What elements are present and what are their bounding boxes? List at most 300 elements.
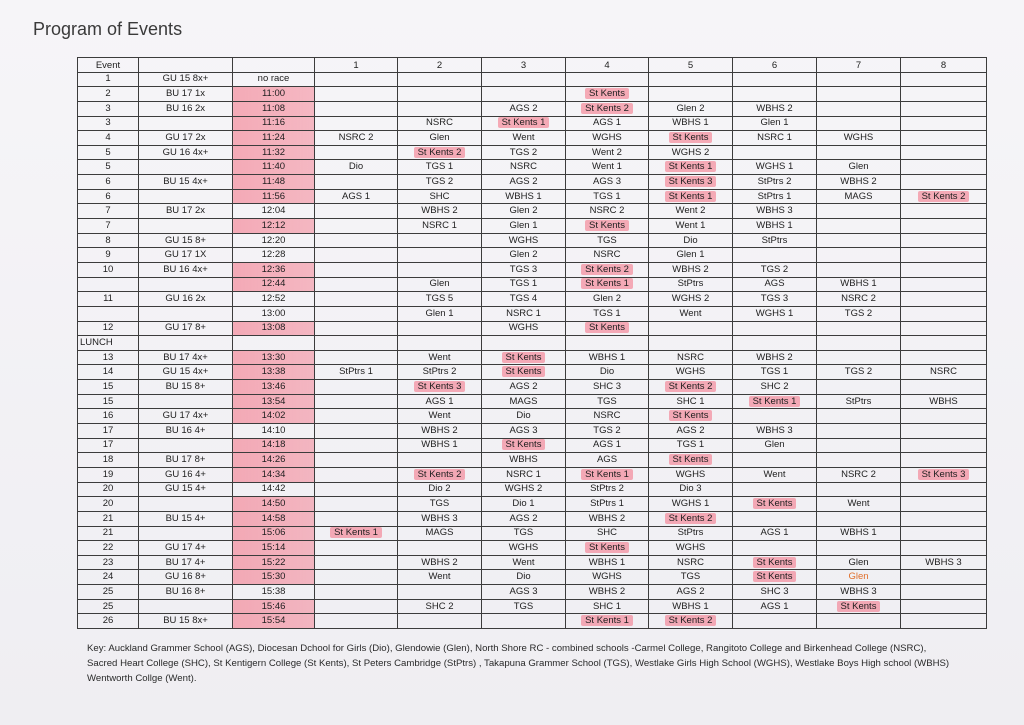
table-row [78,233,987,248]
lane-cell [398,555,482,570]
lane-cell [649,365,733,380]
table-row [78,101,987,116]
cell-text: 5 [105,161,111,173]
cell-text: BU 15 8x+ [163,615,208,627]
race-name-cell [139,453,233,468]
event-number-cell [78,277,139,292]
cell-text: 23 [102,556,114,568]
lane-cell [398,292,482,307]
cell-text: AGS 2 [509,380,538,392]
race-time-cell [233,350,315,365]
lane-cell [315,467,398,482]
lane-cell [482,101,566,116]
lane-cell [398,497,482,512]
lane-cell [733,336,817,351]
cell-text: Went 1 [592,161,622,173]
event-number-cell [78,336,139,351]
cell-text: 6 [105,190,111,202]
lane-cell [482,614,566,629]
cell-text: 14:26 [261,454,286,466]
lane-cell [817,482,901,497]
event-number-cell [78,555,139,570]
cell-text: TGS [597,234,617,246]
cell-text: 26 [102,615,114,627]
race-time-cell [233,570,315,585]
table-row [78,380,987,395]
cell-text: 12:36 [261,263,286,275]
race-name-cell [139,614,233,629]
race-time-cell [233,189,315,204]
race-name-cell [139,380,233,395]
cell-text: 11:32 [261,146,286,158]
key-line-3: Wentworth Collge (Went). [87,673,197,684]
table-header-cell: 1 [315,58,398,73]
table-row [78,219,987,234]
lane-cell [315,453,398,468]
cell-text: WBHS 1 [840,278,877,290]
event-number-cell [78,541,139,556]
event-number-cell [78,424,139,439]
lane-cell [482,145,566,160]
lane-cell [901,87,987,102]
lane-cell [398,526,482,541]
cell-text: NSRC [426,117,453,129]
lane-cell [566,497,649,512]
cell-text: 12 [102,322,114,334]
lane-cell [649,482,733,497]
cell-text: Dio [599,366,615,378]
lane-cell [315,555,398,570]
table-header-cell: 8 [901,58,987,73]
lane-cell [649,599,733,614]
cell-text: St Kents [585,322,629,333]
lane-cell [315,321,398,336]
cell-text: 8 [105,234,111,246]
lane-cell [817,131,901,146]
cell-text: St Kents [669,132,713,143]
lane-cell [649,614,733,629]
lane-cell [566,585,649,600]
lane-cell [566,145,649,160]
lane-cell [482,555,566,570]
cell-text: 14:18 [261,439,286,451]
event-number-cell [78,453,139,468]
cell-text: SHC 3 [593,380,621,392]
cell-text: St Kents [585,220,629,231]
table-row [78,394,987,409]
lane-cell [566,511,649,526]
cell-text: NSRC [593,249,621,261]
race-name-cell [139,511,233,526]
cell-text: Glen [764,439,785,451]
race-name-cell [139,145,233,160]
cell-text: 15:46 [261,600,286,612]
cell-text: Went [679,307,702,319]
lane-cell [817,541,901,556]
cell-text: WBHS 1 [421,439,458,451]
lane-cell [398,72,482,87]
lane-cell [733,526,817,541]
table-row [78,409,987,424]
cell-text: TGS 4 [509,293,538,305]
table-row [78,72,987,87]
cell-text: SHC 2 [425,600,454,612]
race-time-cell [233,585,315,600]
cell-text: BU 15 4+ [165,512,206,524]
lane-cell [733,233,817,248]
lane-cell [733,292,817,307]
cell-text: TGS 2 [760,263,789,275]
race-time-cell [233,321,315,336]
lane-cell [482,87,566,102]
race-time-cell [233,204,315,219]
cell-text: 7 [105,219,111,231]
cell-text: TGS 2 [844,307,873,319]
cell-text: Glen 2 [593,293,621,305]
cell-text: GU 17 4+ [165,541,206,553]
lane-cell [398,277,482,292]
lane-cell [315,599,398,614]
cell-text: 11:00 [261,88,286,100]
lane-cell [733,350,817,365]
cell-text: St Kents 1 [498,117,550,128]
lane-cell [733,555,817,570]
race-time-cell [233,467,315,482]
lane-cell [482,277,566,292]
lane-cell [817,526,901,541]
cell-text: BU 17 1x [165,88,206,100]
cell-text: BU 16 4+ [165,424,206,436]
lane-cell [398,541,482,556]
cell-text: StPtrs [845,395,872,407]
cell-text: St Kents 2 [414,147,466,158]
race-time-cell [233,424,315,439]
lane-cell [315,350,398,365]
lane-cell [817,160,901,175]
lane-cell [482,599,566,614]
lane-cell [482,467,566,482]
event-number-cell [78,219,139,234]
cell-text: 13:38 [261,366,286,378]
cell-text: WBHS 1 [756,219,793,231]
cell-text: WBHS 1 [588,351,626,363]
event-number-cell [78,175,139,190]
race-time-cell [233,175,315,190]
lane-cell [649,570,733,585]
lane-cell [901,262,987,277]
cell-text: TGS 1 [760,366,789,378]
cell-text: 14:10 [261,424,286,436]
cell-text: St Kents [753,498,797,509]
race-name-cell [139,101,233,116]
cell-text: TGS 3 [760,293,789,305]
race-time-cell [233,336,315,351]
cell-text: St Kents 1 [665,191,717,202]
race-name-cell [139,131,233,146]
cell-text: Glen [848,556,869,568]
table-row [78,336,987,351]
lane-cell [398,145,482,160]
race-name-cell [139,438,233,453]
race-name-cell [139,482,233,497]
event-number-cell [78,248,139,263]
race-time-cell [233,87,315,102]
lane-cell [482,541,566,556]
table-row [78,526,987,541]
lane-cell [482,482,566,497]
cell-text: 11:40 [261,161,286,173]
lane-cell [733,204,817,219]
table-row [78,511,987,526]
cell-text: St Kents 2 [581,103,633,114]
cell-text: 7 [105,205,111,217]
lane-cell [901,482,987,497]
key-line-2: Sacred Heart College (SHC), St Kentigern College (St Kents), St Peters Cambridge (StPtrs) , Takapuna Grammer School (TGS), Westlake Girls High School (WGHS), Westlake Boys High school (WBHS) [87,658,950,669]
lane-cell [649,438,733,453]
lane-cell [649,424,733,439]
cell-text: WGHS 2 [671,146,710,158]
cell-text: 12:44 [261,278,286,290]
table-header-cell: 7 [817,58,901,73]
lane-cell [482,160,566,175]
lane-cell [733,497,817,512]
cell-text: Glen 1 [760,117,789,129]
lane-cell [901,526,987,541]
cell-text: 1 [105,73,111,85]
cell-text: 11:48 [261,175,286,187]
race-name-cell [139,541,233,556]
table-row [78,248,987,263]
table-row [78,497,987,512]
lane-cell [566,262,649,277]
event-number-cell [78,482,139,497]
lane-cell [649,175,733,190]
lane-cell [901,219,987,234]
cell-text: Dio 2 [428,483,451,495]
lane-cell [733,614,817,629]
cell-text: 12:20 [261,234,286,246]
cell-text: 18 [102,454,114,466]
lane-cell [649,87,733,102]
lane-cell [566,599,649,614]
lane-cell [566,424,649,439]
cell-text: SHC 1 [676,395,705,407]
cell-text: AGS 1 [425,395,454,407]
race-time-cell [233,306,315,321]
table-header-row [78,58,987,73]
lane-cell [482,233,566,248]
cell-text: 21 [102,527,114,539]
cell-text: GU 15 8x+ [162,73,209,85]
lane-cell [901,233,987,248]
lane-cell [733,189,817,204]
lane-cell [733,219,817,234]
event-number-cell [78,511,139,526]
lane-cell [315,380,398,395]
lane-cell [398,321,482,336]
lane-cell [315,438,398,453]
race-name-cell [139,262,233,277]
lane-cell [901,292,987,307]
lane-cell [315,394,398,409]
event-number-cell [78,306,139,321]
event-number-cell [78,72,139,87]
cell-text: TGS [513,527,534,539]
lane-cell [398,116,482,131]
lane-cell [482,131,566,146]
cell-text: WBHS 2 [756,102,793,114]
lane-cell [566,277,649,292]
cell-text: NSRC 1 [506,307,541,319]
cell-text: StPtrs [761,234,788,246]
lane-cell [901,204,987,219]
cell-text: StPtrs 1 [757,190,792,202]
lane-cell [566,570,649,585]
lane-cell [398,350,482,365]
lane-cell [817,614,901,629]
cell-text: St Kents [669,410,713,421]
cell-text: TGS 3 [509,263,538,275]
cell-text: GU 15 4x+ [162,366,209,378]
lane-cell [817,409,901,424]
lane-cell [566,175,649,190]
cell-text: BU 15 8+ [165,380,206,392]
lane-cell [817,424,901,439]
cell-text: 14:50 [261,498,286,510]
lane-cell [398,394,482,409]
lane-cell [901,614,987,629]
lane-cell [733,409,817,424]
lane-cell [315,204,398,219]
cell-text: WGHS [508,234,539,246]
cell-text: AGS 3 [593,175,621,187]
cell-text: Dio [348,161,364,173]
table-row [78,204,987,219]
cell-text: TGS 2 [593,424,621,436]
lane-cell [733,424,817,439]
cell-text: TGS 1 [509,278,538,290]
cell-text: 15:38 [261,585,286,597]
cell-text: St Kents 2 [665,615,717,626]
cell-text: WGHS [675,366,706,378]
lane-cell [817,350,901,365]
lane-cell [817,248,901,263]
lane-cell [733,160,817,175]
cell-text: WGHS [675,541,706,553]
race-name-cell [139,292,233,307]
cell-text: 4 [105,132,111,144]
table-row [78,453,987,468]
table-row [78,350,987,365]
lane-cell [901,116,987,131]
event-number-cell [78,233,139,248]
lane-cell [733,145,817,160]
race-time-cell [233,277,315,292]
lane-cell [901,453,987,468]
lane-cell [733,277,817,292]
lane-cell [817,116,901,131]
cell-text: 20 [102,498,114,510]
cell-text: SHC 2 [760,380,789,392]
lane-cell [398,467,482,482]
lane-cell [901,306,987,321]
cell-text: 12:04 [261,205,286,217]
race-name-cell [139,175,233,190]
cell-text: 15:30 [261,571,286,583]
event-number-cell [78,350,139,365]
lane-cell [649,160,733,175]
race-name-cell [139,116,233,131]
event-number-cell [78,189,139,204]
lane-cell [733,394,817,409]
lane-cell [398,599,482,614]
cell-text: 11:24 [261,132,286,144]
cell-text: WBHS 3 [421,512,458,524]
lane-cell [398,160,482,175]
event-number-cell [78,145,139,160]
cell-text: NSRC 1 [757,132,792,144]
race-name-cell [139,365,233,380]
lane-cell [733,306,817,321]
lane-cell [398,204,482,219]
cell-text: 20 [102,483,114,495]
lane-cell [482,497,566,512]
lane-cell [566,131,649,146]
lane-cell [733,380,817,395]
event-number-cell [78,262,139,277]
race-name-cell [139,277,233,292]
cell-text: TGS 1 [593,190,621,202]
cell-text: StPtrs [677,527,704,539]
lane-cell [566,555,649,570]
cell-text: St Kents 1 [581,278,633,289]
lane-cell [315,424,398,439]
cell-text: SHC 3 [760,585,789,597]
cell-text: WBHS 3 [756,205,793,217]
cell-text: TGS [513,600,534,612]
lane-cell [566,438,649,453]
cell-text: Dio 1 [512,498,535,510]
cell-text: 12:52 [261,293,286,305]
lane-cell [817,599,901,614]
lane-cell [315,145,398,160]
lane-cell [901,101,987,116]
lane-cell [901,248,987,263]
cell-text: GU 17 8+ [165,322,206,334]
lane-cell [482,262,566,277]
event-number-cell [78,101,139,116]
race-name-cell [139,409,233,424]
cell-text: GU 16 2x [165,293,206,305]
lane-cell [566,116,649,131]
race-name-cell [139,424,233,439]
cell-text: WGHS [508,541,539,553]
cell-text: GU 15 8+ [165,234,206,246]
lane-cell [817,394,901,409]
lane-cell [315,336,398,351]
lane-cell [566,204,649,219]
race-name-cell [139,321,233,336]
cell-text: TGS [429,498,450,510]
cell-text: 14 [102,366,114,378]
lane-cell [566,350,649,365]
cell-text: WGHS [592,571,622,583]
cell-text: BU 16 4x+ [163,263,208,275]
lane-cell [649,306,733,321]
cell-text: Glen 2 [676,102,705,114]
lane-cell [817,72,901,87]
cell-text: WBHS 3 [925,556,962,568]
